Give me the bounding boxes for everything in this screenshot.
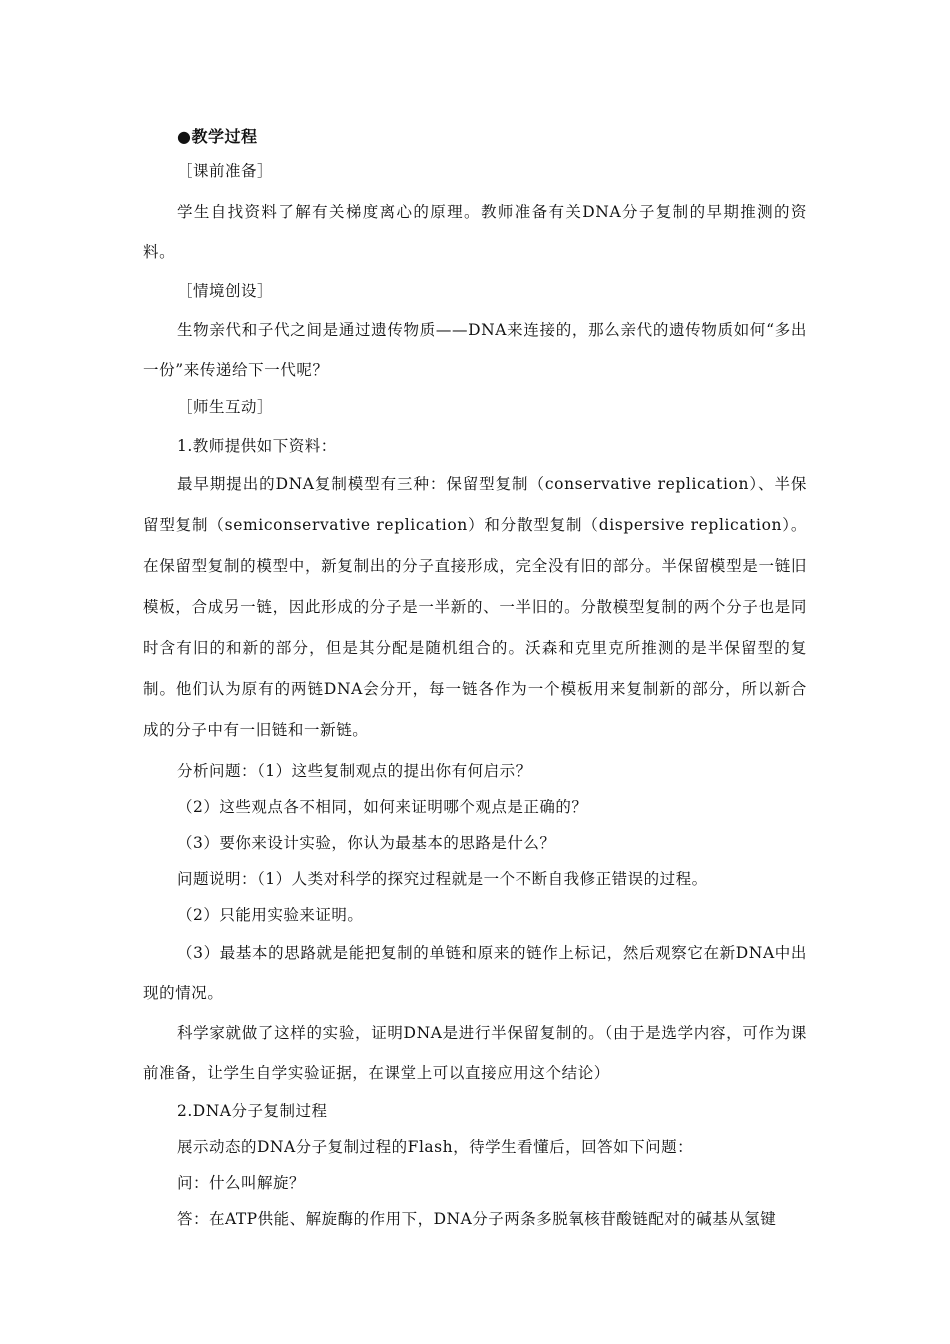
paragraph-pre-class-prep: 学生自找资料了解有关梯度离心的原理。教师准备有关DNA分子复制的早期推测的资料。 [143, 203, 807, 261]
answer-3: （3）最基本的思路就是能把复制的单链和原来的链作上标记，然后观察它在新DNA中出现的情况。 [143, 944, 807, 1002]
answer-unwinding: 答：在ATP供能、解旋酶的作用下，DNA分子两条多脱氧核苷酸链配对的碱基从氢键 [177, 1210, 777, 1228]
paragraph-scenario: 生物亲代和子代之间是通过遗传物质——DNA来连接的，那么亲代的遗传物质如何“多出一份”来传递给下一代呢？ [143, 321, 807, 379]
paragraph-flash-demo: 展示动态的DNA分子复制过程的Flash，待学生看懂后，回答如下问题： [177, 1138, 694, 1156]
question-2: （2）这些观点各不相同，如何来证明哪个观点是正确的？ [177, 798, 588, 816]
section-heading-teaching-process: ●教学过程 [177, 127, 258, 146]
subsection-pre-class-prep: ［课前准备］ [177, 162, 274, 180]
question-unwinding: 问：什么叫解旋？ [177, 1174, 306, 1192]
subsection-scenario: ［情境创设］ [177, 282, 274, 300]
question-1: 分析问题：（1）这些复制观点的提出你有何启示？ [177, 762, 532, 780]
question-3: （3）要你来设计实验，你认为最基本的思路是什么？ [177, 834, 556, 852]
document-body [143, 120, 807, 1237]
answer-2: （2）只能用实验来证明。 [177, 906, 364, 924]
paragraph-scientists-experiment: 科学家就做了这样的实验，证明DNA是进行半保留复制的。（由于是选学内容，可作为课前准备，让学生自学实验证据，在课堂上可以直接应用这个结论） [143, 1024, 807, 1082]
paragraph-replication-models: 最早期提出的DNA复制模型有三种：保留型复制（conservative replication）、半保留型复制（semiconservative replication）和分散型复制（dispersive replication）。在保留型复制的模型中，新复制出的分子直接形成，完全没有旧的部分。半保留模型是一链旧模板，合成另一链，因此形成的分子是一半新的、一半旧的。分散模型复制的两个分子也是同时含有旧的和新的部分，但是其分配是随机组合的。沃森和克里克所推测的是半保留型的复制。他们认为原有的两链DNA会分开，每一链各作为一个模板用来复制新的部分，所以新合成的分子中有一旧链和一新链。 [143, 475, 807, 739]
subsection-interaction: ［师生互动］ [177, 398, 274, 416]
answer-1: 问题说明：（1）人类对科学的探究过程就是一个不断自我修正错误的过程。 [177, 870, 708, 888]
list-item-2: 2.DNA分子复制过程 [177, 1102, 328, 1120]
list-item-1: 1.教师提供如下资料： [177, 437, 337, 455]
